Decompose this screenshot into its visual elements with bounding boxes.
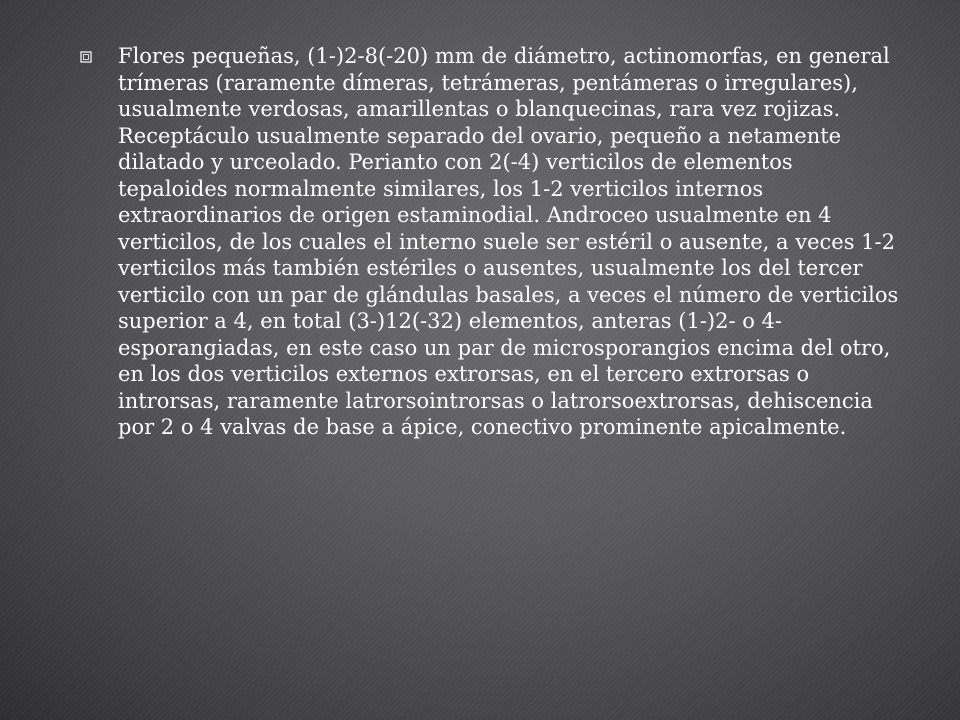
body-paragraph: Flores pequeñas, (1-)2-8(-20) mm de diámetro, actinomorfas, en general trímeras (raramente dímeras, tetrámeras, pentámeras o irregulares), usualmente verdosas, amarillentas o blanquecinas, rara vez rojizas. Receptáculo usualmente separado del ovario, pequeño a netamente dilatado y urceolado. Perianto con 2(-4) verticilos de elementos tepaloides normalmente similares, los 1-2 verticilos internos extraordinarios de origen estaminodial. Androceo usualmente en 4 verticilos, de los cuales el interno suele ser estéril o ausente, a veces 1-2 verticilos más también estériles o ausentes, usualmente los del tercer verticilo con un par de glándulas basales, a veces el número de verticilos superior a 4, en total (3-)12(-32) elementos, anteras (1-)2- o 4-esporangiadas, en este caso un par de microsporangios encima del otro, en los dos verticilos externos extrorsas, en el tercero extrorsas o introrsas, raramente latrorsointrorsas o latrorsoextrorsas, dehiscencia por 2 o 4 valvas de base a ápice, conectivo prominente apicalmente.: [118, 44, 899, 439]
bullet-item: [80, 42, 910, 441]
hollow-square-bullet-icon: [80, 42, 118, 72]
